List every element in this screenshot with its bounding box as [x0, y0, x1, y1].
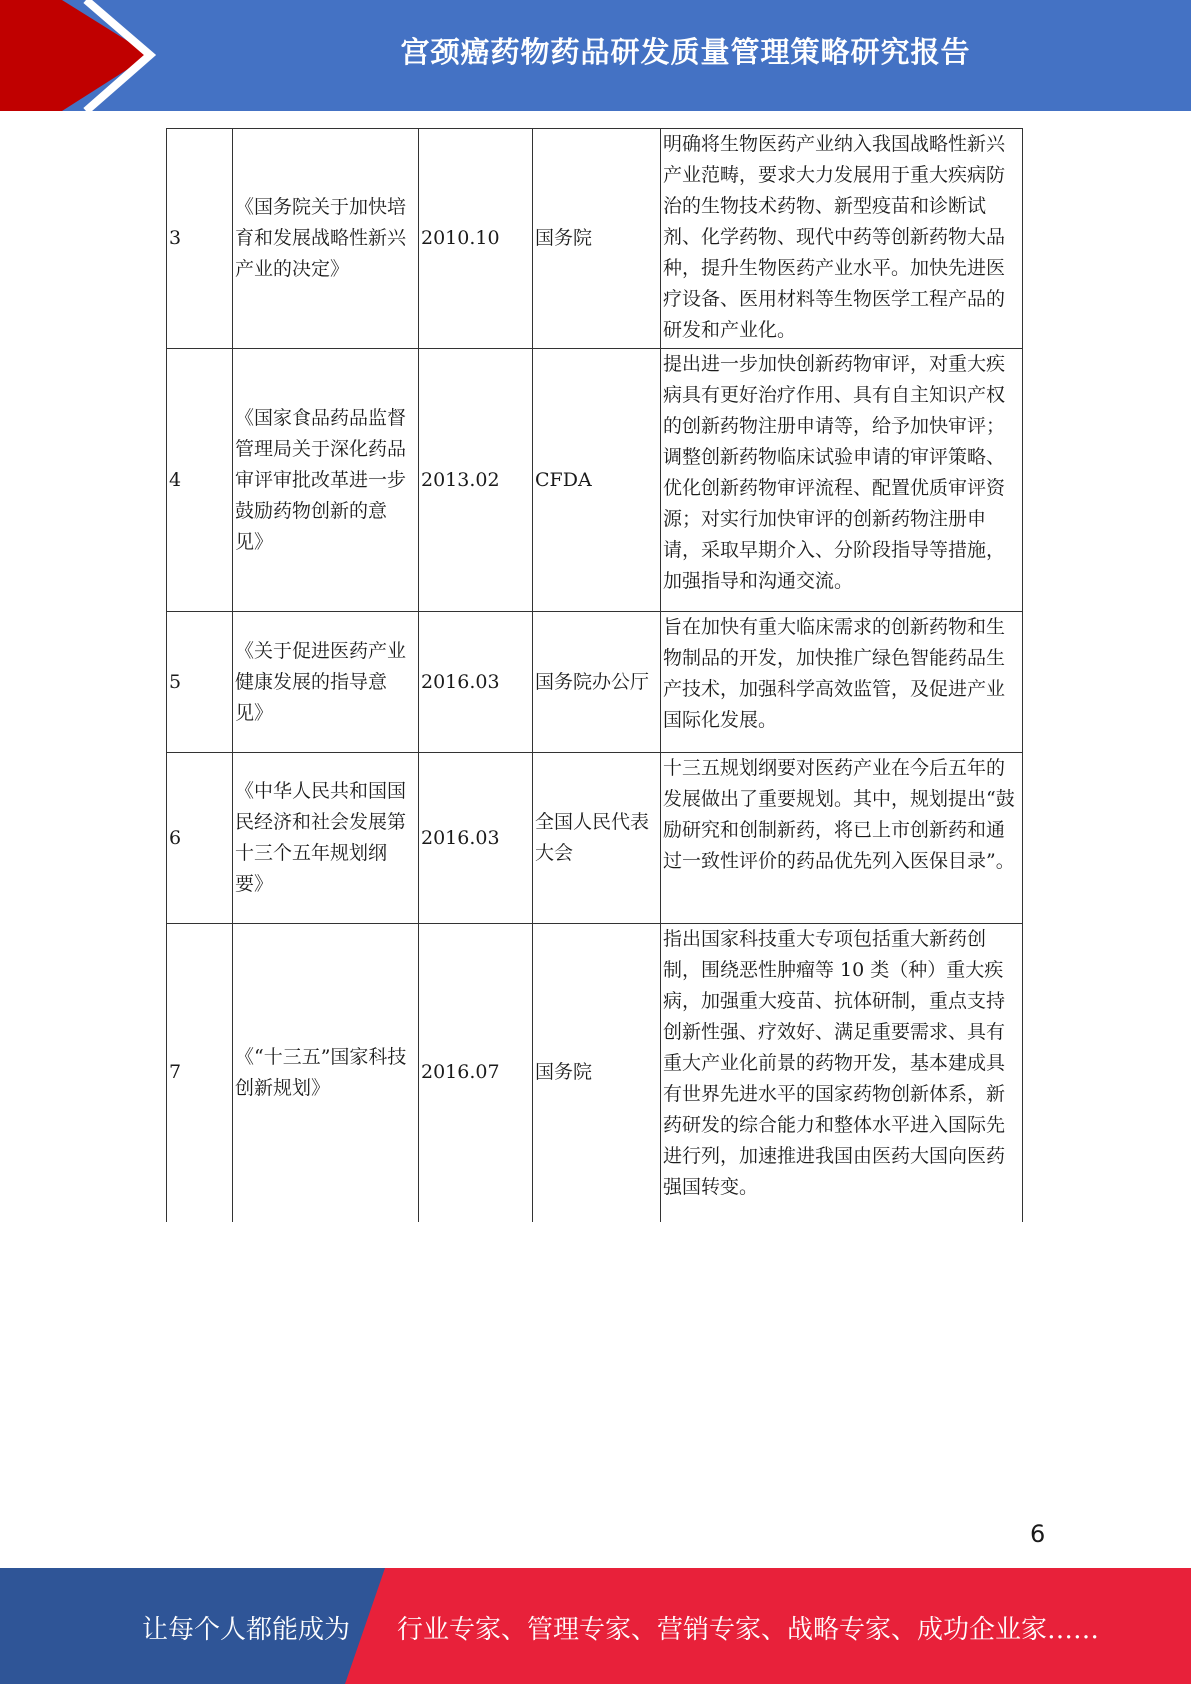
- issuing-body: 国务院办公厅: [533, 612, 661, 753]
- issuing-body: 全国人民代表大会: [533, 753, 661, 924]
- row-number: 3: [167, 129, 233, 349]
- row-number: 4: [167, 349, 233, 612]
- issue-date: 2016.03: [419, 753, 533, 924]
- policy-content: 提出进一步加快创新药物审评，对重大疾病具有更好治疗作用、具有自主知识产权的创新药物注册申请等，给予加快审评；调整创新药物临床试验申请的审评策略、优化创新药物审评流程、配置优质审评资源；对实行加快审评的创新药物注册申请，采取早期介入、分阶段指导等措施，加强指导和沟通交流。: [661, 349, 1023, 612]
- table-row: [167, 349, 1023, 612]
- report-title: 宫颈癌药物药品研发质量管理策略研究报告: [400, 35, 971, 69]
- footer-slogan-left: 让每个人都能成为: [142, 1615, 351, 1645]
- page-header: [0, 0, 1191, 111]
- row-number: 6: [167, 753, 233, 924]
- footer-slogan-right: 行业专家、管理专家、营销专家、战略专家、成功企业家……: [397, 1615, 1100, 1645]
- table-row: [167, 924, 1023, 1222]
- policy-content: 指出国家科技重大专项包括重大新药创制，围绕恶性肿瘤等 10 类（种）重大疾病，加强重大疫苗、抗体研制，重点支持创新性强、疗效好、满足重要需求、具有重大产业化前景的药物开发，基本建成具有世界先进水平的国家药物创新体系，新药研发的综合能力和整体水平进入国际先进行列，加速推进我国由医药大国向医药强国转变。: [661, 924, 1023, 1222]
- policy-name: 《国家食品药品监督管理局关于深化药品审评审批改革进一步鼓励药物创新的意见》: [233, 349, 419, 612]
- policy-name: 《“十三五”国家科技创新规划》: [233, 924, 419, 1222]
- policy-content: 明确将生物医药产业纳入我国战略性新兴产业范畴，要求大力发展用于重大疾病防治的生物技术药物、新型疫苗和诊断试剂、化学药物、现代中药等创新药物大品种，提升生物医药产业水平。加快先进医疗设备、医用材料等生物医学工程产品的研发和产业化。: [661, 129, 1023, 349]
- policy-content: 旨在加快有重大临床需求的创新药物和生物制品的开发，加快推广绿色智能药品生产技术，加强科学高效监管，及促进产业国际化发展。: [661, 612, 1023, 753]
- policy-name: 《中华人民共和国国民经济和社会发展第十三个五年规划纲要》: [233, 753, 419, 924]
- issue-date: 2013.02: [419, 349, 533, 612]
- row-number: 5: [167, 612, 233, 753]
- issuing-body: CFDA: [533, 349, 661, 612]
- page-footer: [0, 1568, 1191, 1684]
- table-row: [167, 753, 1023, 924]
- issue-date: 2016.03: [419, 612, 533, 753]
- table-row: [167, 612, 1023, 753]
- policy-name: 《关于促进医药产业健康发展的指导意见》: [233, 612, 419, 753]
- policy-table: [166, 128, 1023, 1222]
- issue-date: 2016.07: [419, 924, 533, 1222]
- policy-name: 《国务院关于加快培育和发展战略性新兴产业的决定》: [233, 129, 419, 349]
- page-number: 6: [1030, 1520, 1046, 1548]
- issuing-body: 国务院: [533, 129, 661, 349]
- issue-date: 2010.10: [419, 129, 533, 349]
- row-number: 7: [167, 924, 233, 1222]
- table-row: [167, 129, 1023, 349]
- issuing-body: 国务院: [533, 924, 661, 1222]
- policy-content: 十三五规划纲要对医药产业在今后五年的发展做出了重要规划。其中，规划提出“鼓励研究和创制新药，将已上市创新药和通过一致性评价的药品优先列入医保目录”。: [661, 753, 1023, 924]
